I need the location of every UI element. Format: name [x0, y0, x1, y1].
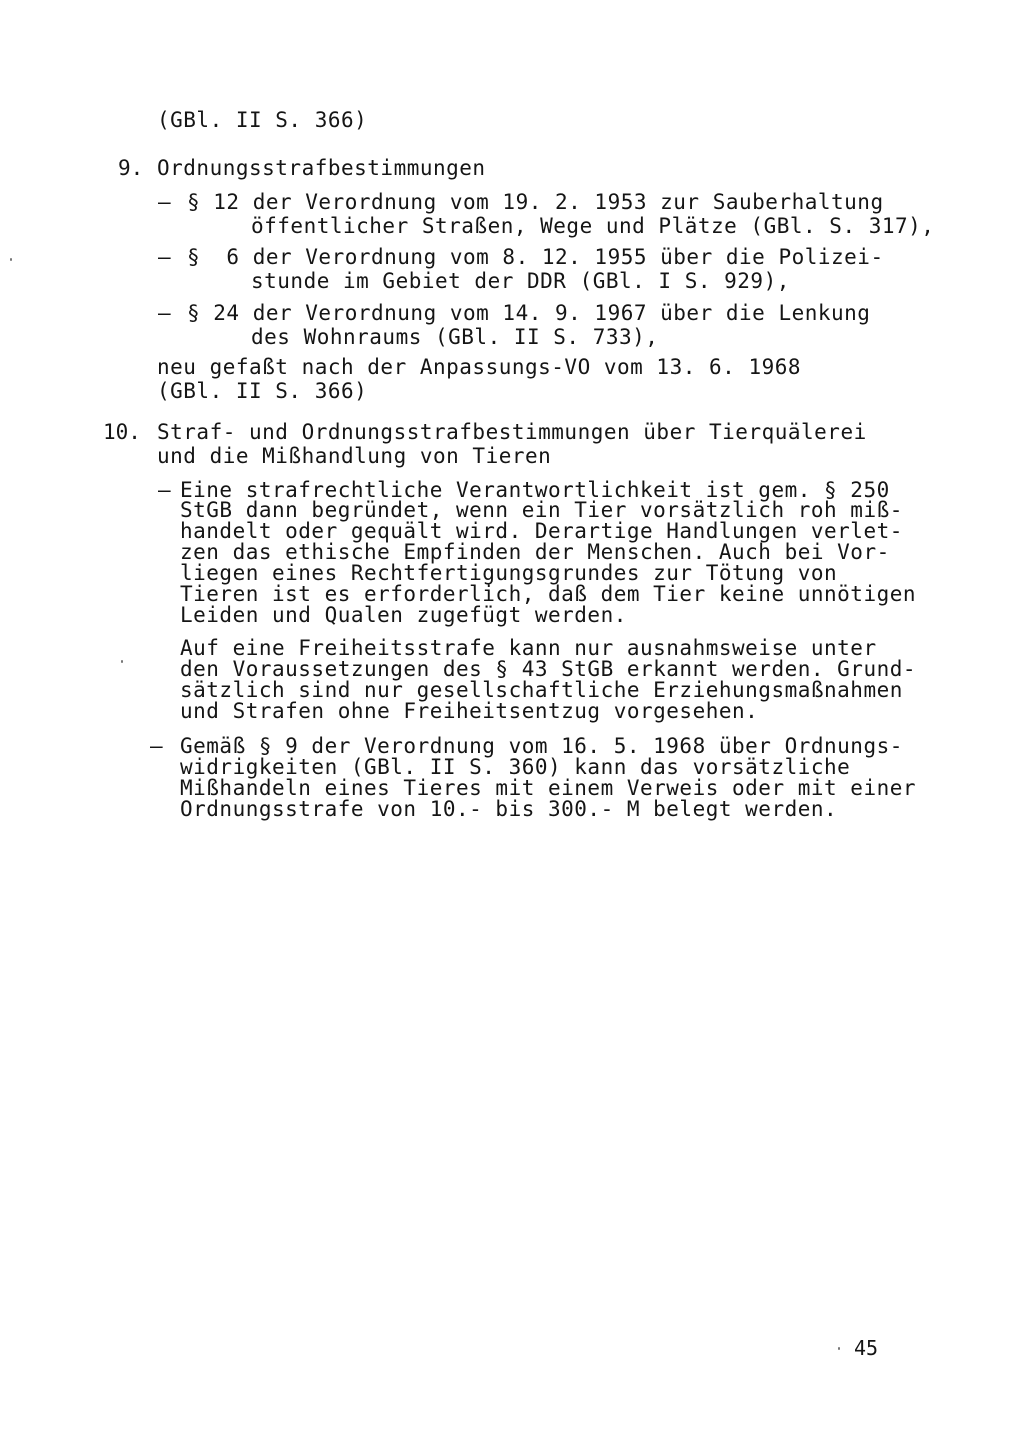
section-10-paragraph-2-line-1: Auf eine Freiheitsstrafe kann nur ausnahmsweise unter [180, 636, 877, 660]
section-10-item-1-line-4: zen das ethische Empfinden der Menschen. Auch bei Vor- [180, 540, 890, 564]
section-9-item-3-line-2: des Wohnraums (GBl. II S. 733), [251, 325, 659, 349]
section-10-item-1-line-5: liegen eines Rechtfertigungsgrundes zur Tötung von [180, 561, 838, 585]
section-9-item-2-dash: – [158, 245, 171, 269]
section-9-item-1-line-1: § 12 der Verordnung vom 19. 2. 1953 zur Sauberhaltung [187, 190, 884, 214]
section-10-title-line-1: Straf- und Ordnungsstrafbestimmungen über Tierquälerei [157, 420, 867, 444]
section-9-title: Ordnungsstrafbestimmungen [157, 156, 486, 180]
scan-speck [10, 258, 12, 261]
section-10-item-2-dash: – [150, 734, 163, 758]
section-10-item-1-line-6: Tieren ist es erforderlich, daß dem Tier keine unnötigen [180, 582, 917, 606]
section-10-item-1-line-7: Leiden und Qualen zugefügt werden. [180, 603, 627, 627]
section-9-item-3-line-1: § 24 der Verordnung vom 14. 9. 1967 über die Lenkung [187, 301, 871, 325]
section-9-item-2-line-1: § 6 der Verordnung vom 8. 12. 1955 über die Polizei- [187, 245, 884, 269]
section-9-item-1-line-2: öffentlicher Straßen, Wege und Plätze (GBl. S. 317), [251, 214, 935, 238]
section-9-item-1-dash: – [158, 190, 171, 214]
page-number: 45 [854, 1336, 879, 1360]
section-10-item-1-line-3: handelt oder gequält wird. Derartige Handlungen verlet- [180, 519, 903, 543]
section-10-title-line-2: und die Mißhandlung von Tieren [157, 444, 552, 468]
section-10-paragraph-2-line-3: sätzlich sind nur gesellschaftliche Erziehungsmaßnahmen [180, 678, 903, 702]
scan-speck [838, 1347, 840, 1350]
section-9-item-3-dash: – [158, 301, 171, 325]
section-9-number: 9. [118, 156, 144, 180]
section-10-item-2-line-2: widrigkeiten (GBl. II S. 360) kann das vorsätzliche [180, 755, 851, 779]
section-10-item-2-line-1: Gemäß § 9 der Verordnung vom 16. 5. 1968 über Ordnungs- [180, 734, 903, 758]
section-10-paragraph-2-line-4: und Strafen ohne Freiheitsentzug vorgesehen. [180, 699, 759, 723]
section-10-number: 10. [103, 420, 141, 444]
top-citation: (GBl. II S. 366) [157, 108, 368, 132]
section-10-item-1-dash: – [158, 478, 171, 502]
section-10-item-2-line-3: Mißhandeln eines Tieres mit einem Verweis oder mit einer [180, 776, 917, 800]
section-9-note-line-2: (GBl. II S. 366) [157, 379, 368, 403]
section-10-paragraph-2-line-2: den Voraussetzungen des § 43 StGB erkannt werden. Grund- [180, 657, 917, 681]
section-9-item-2-line-2: stunde im Gebiet der DDR (GBl. I S. 929), [251, 269, 790, 293]
scan-speck [121, 660, 123, 663]
section-10-item-1-line-2: StGB dann begründet, wenn ein Tier vorsätzlich roh miß- [180, 498, 903, 522]
section-10-item-2-line-4: Ordnungsstrafe von 10.- bis 300.- M belegt werden. [180, 797, 838, 821]
section-10-item-1-line-1: Eine strafrechtliche Verantwortlichkeit ist gem. § 250 [180, 478, 890, 502]
section-9-note-line-1: neu gefaßt nach der Anpassungs-VO vom 13. 6. 1968 [157, 355, 802, 379]
